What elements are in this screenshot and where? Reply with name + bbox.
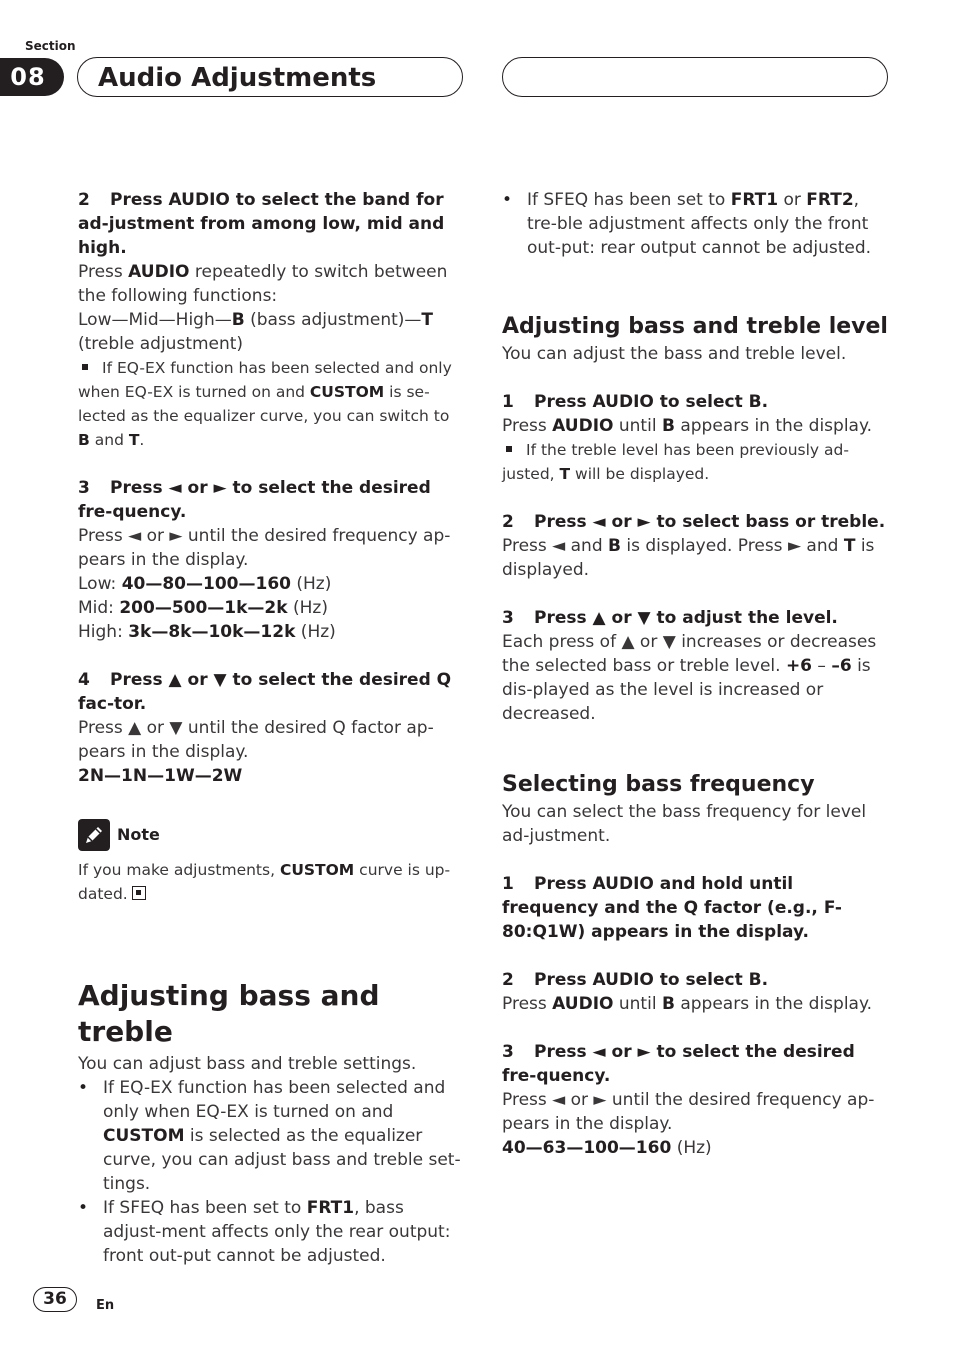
spacer	[78, 452, 464, 476]
bold-text: +6	[785, 656, 813, 676]
freq-heading: Selecting bass frequency	[502, 772, 815, 797]
text: , tre-ble adjustment affects only the front out-put: rear output cannot be adjusted.	[527, 190, 872, 258]
bold-text: AUDIO	[128, 262, 190, 282]
spacer	[502, 486, 888, 510]
page-number: 36	[33, 1287, 77, 1312]
text: If EQ-EX function has been selected and only when EQ-EX is turned on and	[78, 359, 452, 401]
level-step-2-body	[502, 534, 888, 582]
spacer	[502, 366, 888, 390]
step-number: 3	[78, 478, 90, 498]
level-step-1-heading	[502, 390, 888, 414]
section-number-badge: 08	[0, 58, 64, 96]
bold-text: 200—500—1k—2k	[119, 598, 288, 618]
bold-text: 3k—8k—10k—12k	[128, 622, 296, 642]
text: appears in the display.	[674, 416, 872, 436]
bold-text: 2N—1N—1W—2W	[78, 766, 243, 786]
square-bullet-icon	[82, 364, 88, 370]
bold-text: T	[128, 431, 140, 449]
step-title: Press ▲ or ▼ to select the desired Q fac-tor.	[78, 670, 452, 714]
bold-text: 40—63—100—160	[502, 1138, 672, 1158]
spacer	[502, 260, 888, 312]
band-sequence	[78, 308, 464, 332]
bold-text: FRT1	[306, 1198, 355, 1218]
text: appears in the display.	[674, 994, 872, 1014]
step-title: Press ◄ or ► to select the desired fre-quency.	[78, 478, 431, 522]
bullet-item	[502, 188, 888, 260]
right-column	[502, 188, 888, 1160]
text: If SFEQ has been set to	[527, 190, 731, 210]
bass-freq-values	[502, 1136, 888, 1160]
bold-text: B	[661, 994, 675, 1014]
step-4-body: Press ▲ or ▼ until the desired Q factor ap-pears in the display.	[78, 718, 434, 762]
bold-text: T	[843, 536, 856, 556]
bold-text: T	[559, 465, 571, 483]
text: is displayed. Press ► and	[620, 536, 844, 556]
freq-step-2-heading	[502, 968, 888, 992]
level-heading: Adjusting bass and treble level	[502, 314, 888, 339]
note-text	[78, 858, 464, 906]
freq-high	[78, 620, 464, 644]
text: Press	[78, 262, 129, 282]
step-number: 3	[502, 1042, 514, 1062]
step-2-body	[78, 260, 464, 308]
bold-text: FRT2	[806, 190, 854, 210]
section-label: Section	[25, 39, 76, 53]
text: is se-lected as the equalizer curve, you can switch to	[78, 383, 450, 425]
text: curve is up-dated.	[78, 861, 451, 903]
bold-text: B	[661, 416, 675, 436]
language-code: En	[96, 1298, 115, 1313]
freq-mid	[78, 596, 464, 620]
freq-low	[78, 572, 464, 596]
bold-text: FRT1	[730, 190, 779, 210]
text: If EQ-EX function has been selected and only when EQ-EX is turned on and	[103, 1078, 446, 1122]
text: or	[778, 190, 807, 210]
level-intro: You can adjust the bass and treble level.	[502, 344, 847, 364]
text: and	[89, 431, 129, 449]
text: High:	[78, 622, 129, 642]
step-number: 3	[502, 608, 514, 628]
step-3-body: Press ◄ or ► until the desired frequency ap-pears in the display.	[78, 526, 451, 570]
text: Press	[502, 994, 553, 1014]
text: is displayed.	[502, 536, 875, 580]
bullet-item	[78, 1076, 464, 1196]
text: repeatedly to switch between the following functions:	[78, 262, 448, 306]
bold-text: AUDIO	[552, 416, 614, 436]
text: Press ◄ and	[502, 536, 609, 556]
band-sequence-cont: (treble adjustment)	[78, 334, 244, 354]
freq-step-2-body	[502, 992, 888, 1016]
step-number: 2	[502, 512, 514, 532]
bold-text: B	[608, 536, 621, 556]
spacer	[502, 1016, 888, 1040]
bold-text: B	[78, 431, 90, 449]
bold-text: –6	[831, 656, 852, 676]
freq-intro: You can select the bass frequency for level ad-justment.	[502, 802, 867, 846]
level-step-3-heading	[502, 606, 888, 630]
bass-treble-intro: You can adjust bass and treble settings.	[78, 1054, 417, 1074]
q-values	[78, 764, 464, 788]
left-column	[78, 188, 464, 1268]
bullet-dot-icon: •	[78, 1078, 89, 1098]
text: (Hz)	[287, 598, 328, 618]
step-3-heading	[78, 476, 464, 524]
header-empty-box	[502, 57, 888, 97]
step-number: 1	[502, 392, 514, 412]
spacer	[502, 944, 888, 968]
step-number: 2	[502, 970, 514, 990]
bold-text: AUDIO	[552, 994, 614, 1014]
step-4-heading	[78, 668, 464, 716]
bold-text: CUSTOM	[279, 861, 355, 879]
square-bullet-icon	[506, 446, 512, 452]
note-header	[78, 818, 464, 852]
spacer	[502, 726, 888, 770]
step-title: Press ▲ or ▼ to adjust the level.	[534, 608, 838, 628]
bullet-dot-icon: •	[502, 190, 513, 210]
step-number: 1	[502, 874, 514, 894]
step-title: Press ◄ or ► to select bass or treble.	[534, 512, 886, 532]
step-title: Press AUDIO and hold until frequency and the Q factor (e.g., F- 80:Q1W) appears in the display.	[502, 874, 842, 942]
text: If the treble level has been previously ad-justed,	[502, 441, 849, 483]
text: is dis-played as the level is increased or decreased.	[502, 656, 871, 724]
text: (bass adjustment)—	[244, 310, 422, 330]
step-title: Press AUDIO to select the band for ad-justment from among low, mid and high.	[78, 190, 445, 258]
bold-text: T	[421, 310, 433, 330]
end-mark-icon	[132, 886, 146, 900]
spacer	[78, 788, 464, 818]
step-title: Press AUDIO to select B.	[534, 392, 769, 412]
text: Mid:	[78, 598, 120, 618]
step-title: Press AUDIO to select B.	[534, 970, 769, 990]
level-step-1-note	[502, 438, 888, 486]
level-step-3-body	[502, 630, 888, 726]
bullet-dot-icon: •	[78, 1198, 89, 1218]
text: will be displayed.	[570, 465, 710, 483]
bold-text: B	[231, 310, 245, 330]
level-step-2-heading	[502, 510, 888, 534]
step-number: 2	[78, 190, 90, 210]
bass-treble-heading: Adjusting bass and treble	[78, 979, 380, 1048]
spacer	[78, 644, 464, 668]
bold-text: CUSTOM	[309, 383, 385, 401]
step-number: 4	[78, 670, 90, 690]
text: If SFEQ has been set to	[103, 1198, 307, 1218]
spacer	[502, 848, 888, 872]
note-label: Note	[117, 825, 160, 844]
text: (Hz)	[671, 1138, 712, 1158]
chapter-title-box	[77, 57, 463, 97]
level-step-1-body	[502, 414, 888, 438]
text: Low—Mid—High—	[78, 310, 232, 330]
bold-text: CUSTOM	[103, 1126, 185, 1146]
text: –	[812, 656, 832, 676]
pencil-note-icon	[78, 819, 110, 851]
freq-step-1-heading	[502, 872, 888, 944]
text: is selected as the equalizer curve, you can adjust bass and treble set-tings.	[103, 1126, 461, 1194]
step-2-note	[78, 356, 464, 452]
spacer	[502, 582, 888, 606]
text: until	[613, 416, 662, 436]
chapter-title: Audio Adjustments	[98, 63, 377, 93]
step-2-heading	[78, 188, 464, 260]
freq-step-3-heading	[502, 1040, 888, 1088]
text: (Hz)	[290, 574, 332, 594]
text: If you make adjustments,	[78, 861, 280, 879]
text: Each press of ▲ or ▼ increases or decreases the selected bass or treble level.	[502, 632, 877, 676]
text: .	[139, 431, 145, 449]
bold-text: 40—80—100—160	[121, 574, 291, 594]
spacer	[78, 906, 464, 978]
text: Low:	[78, 574, 122, 594]
freq-step-3-body: Press ◄ or ► until the desired frequency ap-pears in the display.	[502, 1090, 875, 1134]
text: Press	[502, 416, 553, 436]
text: until	[613, 994, 662, 1014]
text: , bass adjust-ment affects only the rear output: front out-put cannot be adjusted.	[103, 1198, 451, 1266]
bullet-item	[78, 1196, 464, 1268]
step-title: Press ◄ or ► to select the desired fre-quency.	[502, 1042, 855, 1086]
text: (Hz)	[295, 622, 336, 642]
